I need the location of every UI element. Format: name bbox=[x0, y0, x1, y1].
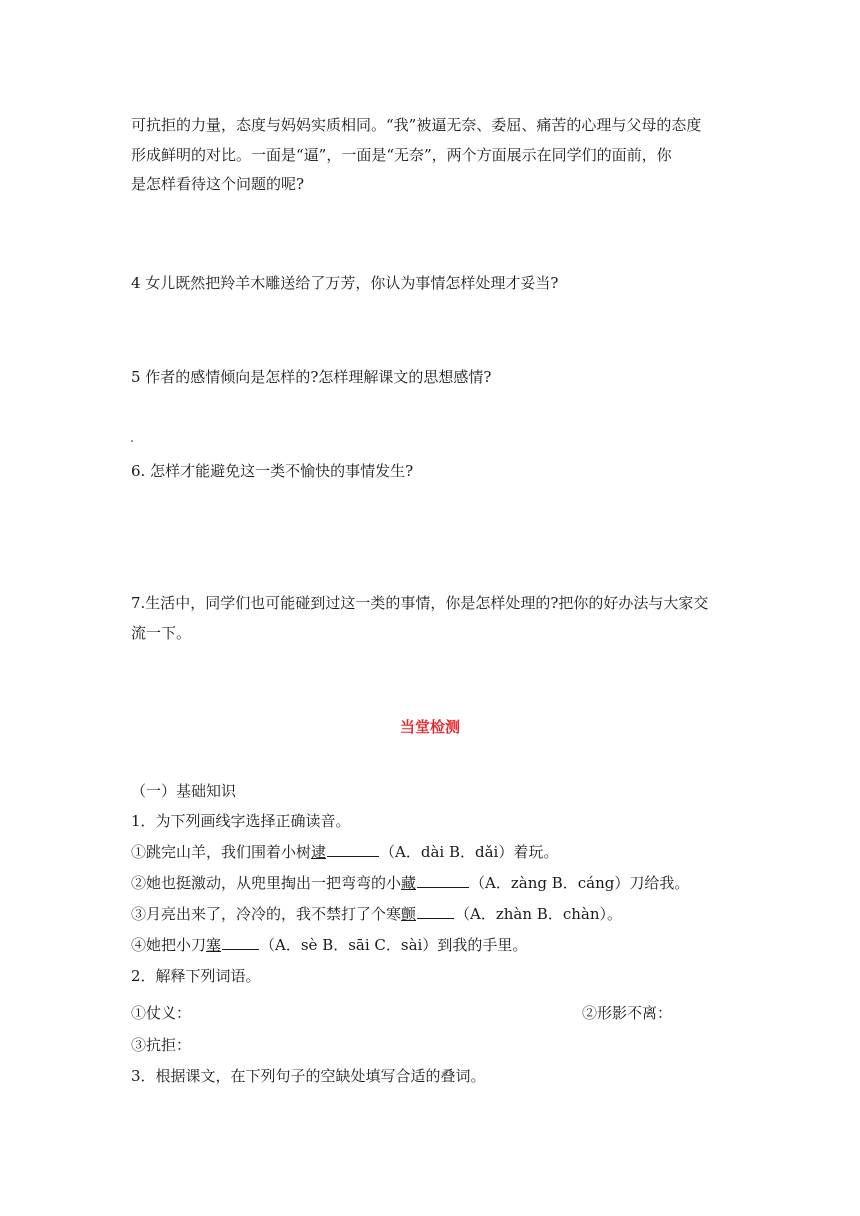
question-4: 4 女儿既然把羚羊木雕送给了万芳，你认为事情怎样处理才妥当? bbox=[131, 274, 559, 292]
exercise-2-title: 2．解释下列词语。 bbox=[131, 967, 261, 985]
underlined-char: 塞 bbox=[206, 936, 222, 954]
intro-line-3: 是怎样看待这个问题的呢? bbox=[131, 175, 305, 193]
section-heading: 当堂检测 bbox=[399, 718, 460, 736]
stray-mark bbox=[131, 440, 133, 442]
question-6: 6. 怎样才能避免这一类不愉快的事情发生? bbox=[131, 462, 414, 480]
exercise-1-item-4: ④她把小刀塞 （A．sè B．sāi C．sài）到我的手里。 bbox=[131, 936, 528, 954]
exercise-1-item-2: ②她也挺激动，从兜里掏出一把弯弯的小藏 （A．zàng B．cáng）刀给我。 bbox=[131, 874, 690, 892]
exercise-1-item-1: ①跳完山羊，我们围着小树逮 （A．dài B．dǎi）着玩。 bbox=[131, 843, 559, 861]
question-5: 5 作者的感情倾向是怎样的?怎样理解课文的思想感情? bbox=[131, 368, 492, 386]
intro-line-2: 形成鲜明的对比。一面是“逼”，一面是“无奈”，两个方面展示在同学们的面前，你 bbox=[131, 146, 672, 164]
intro-line-1: 可抗拒的力量，态度与妈妈实质相同。“我”被逼无奈、委屈、痛苦的心理与父母的态度 bbox=[131, 116, 702, 134]
question-7-line-2: 流一下。 bbox=[131, 624, 192, 642]
underlined-char: 藏 bbox=[401, 874, 417, 892]
answer-blank[interactable] bbox=[417, 904, 454, 919]
underlined-char: 颤 bbox=[401, 905, 417, 923]
question-7-line-1: 7.生活中，同学们也可能碰到过这一类的事情，你是怎样处理的?把你的好办法与大家交 bbox=[131, 594, 709, 612]
basics-title: （一）基础知识 bbox=[131, 782, 237, 800]
answer-blank[interactable] bbox=[417, 873, 469, 888]
term-kangju: ③抗拒： bbox=[131, 1036, 192, 1054]
exercise-1-title: 1．为下列画线字选择正确读音。 bbox=[131, 812, 351, 830]
exercise-1-item-3: ③月亮出来了，冷冷的，我不禁打了个寒颤 （A．zhàn B．chàn）。 bbox=[131, 905, 622, 923]
exercise-2-row-1 bbox=[131, 1003, 741, 1023]
answer-blank[interactable] bbox=[222, 935, 259, 950]
underlined-char: 逮 bbox=[311, 843, 327, 861]
answer-blank[interactable] bbox=[327, 842, 379, 857]
term-xingyingbuli: ②形影不离： bbox=[582, 1004, 673, 1022]
term-zhangyi: ①仗义： bbox=[131, 1004, 192, 1022]
exercise-3-title: 3．根据课文，在下列句子的空缺处填写合适的叠词。 bbox=[131, 1067, 486, 1085]
